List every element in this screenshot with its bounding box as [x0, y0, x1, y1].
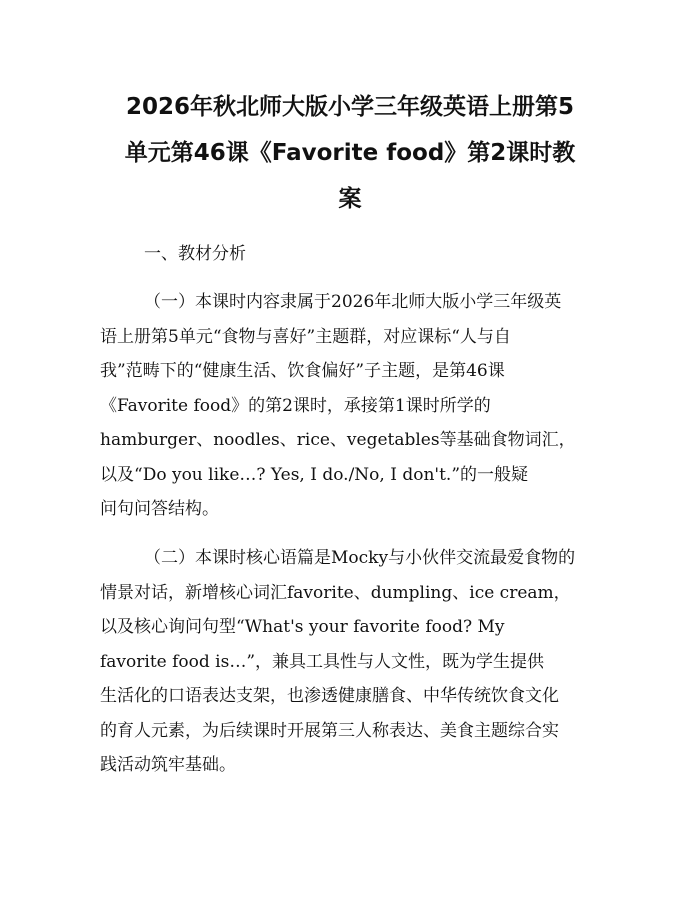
paragraph-line: （一）本课时内容隶属于2026年北师大版小学三年级英 — [144, 292, 562, 312]
paragraph-line: 语上册第5单元“食物与喜好”主题群，对应课标“人与自 — [100, 326, 511, 347]
paragraph-line: 情景对话，新增核心词汇favorite、dumpling、ice cream， — [100, 582, 571, 603]
paragraph-line: 生活化的口语表达支架，也渗透健康膳食、中华传统饮食文化 — [100, 686, 559, 706]
paragraph-1 — [100, 285, 610, 527]
paragraph-line: 践活动筑牢基础。 — [100, 755, 236, 775]
paragraph-line: favorite food is…”，兼具工具性与人文性，既为学生提供 — [100, 651, 545, 672]
paragraph-line: 以及核心询问句型“What's your favorite food? My — [100, 617, 505, 637]
paragraph-2 — [100, 541, 610, 783]
paragraph-line: （二）本课时核心语篇是Mocky与小伙伴交流最爱食物的 — [144, 548, 576, 568]
paragraph-line: 问句问答结构。 — [100, 499, 219, 519]
document-title — [100, 84, 600, 222]
title-line: 2026年秋北师大版小学三年级英语上册第5 — [125, 94, 575, 120]
paragraph-line: 我”范畴下的“健康生活、饮食偏好”子主题，是第46课 — [100, 361, 505, 381]
paragraph-line: 的育人元素，为后续课时开展第三人称表达、美食主题综合实 — [100, 720, 559, 741]
paragraph-line: 以及“Do you like…? Yes, I do./No, I don't.”的一般疑 — [100, 464, 529, 485]
paragraph-line: 《Favorite food》的第2课时，承接第1课时所学的 — [100, 395, 491, 416]
paragraph-line: hamburger、noodles、rice、vegetables等基础食物词汇， — [100, 430, 576, 450]
section-heading: 一、教材分析 — [144, 244, 246, 264]
title-line: 案 — [338, 186, 362, 212]
title-line: 单元第46课《Favorite food》第2课时教 — [124, 140, 576, 166]
